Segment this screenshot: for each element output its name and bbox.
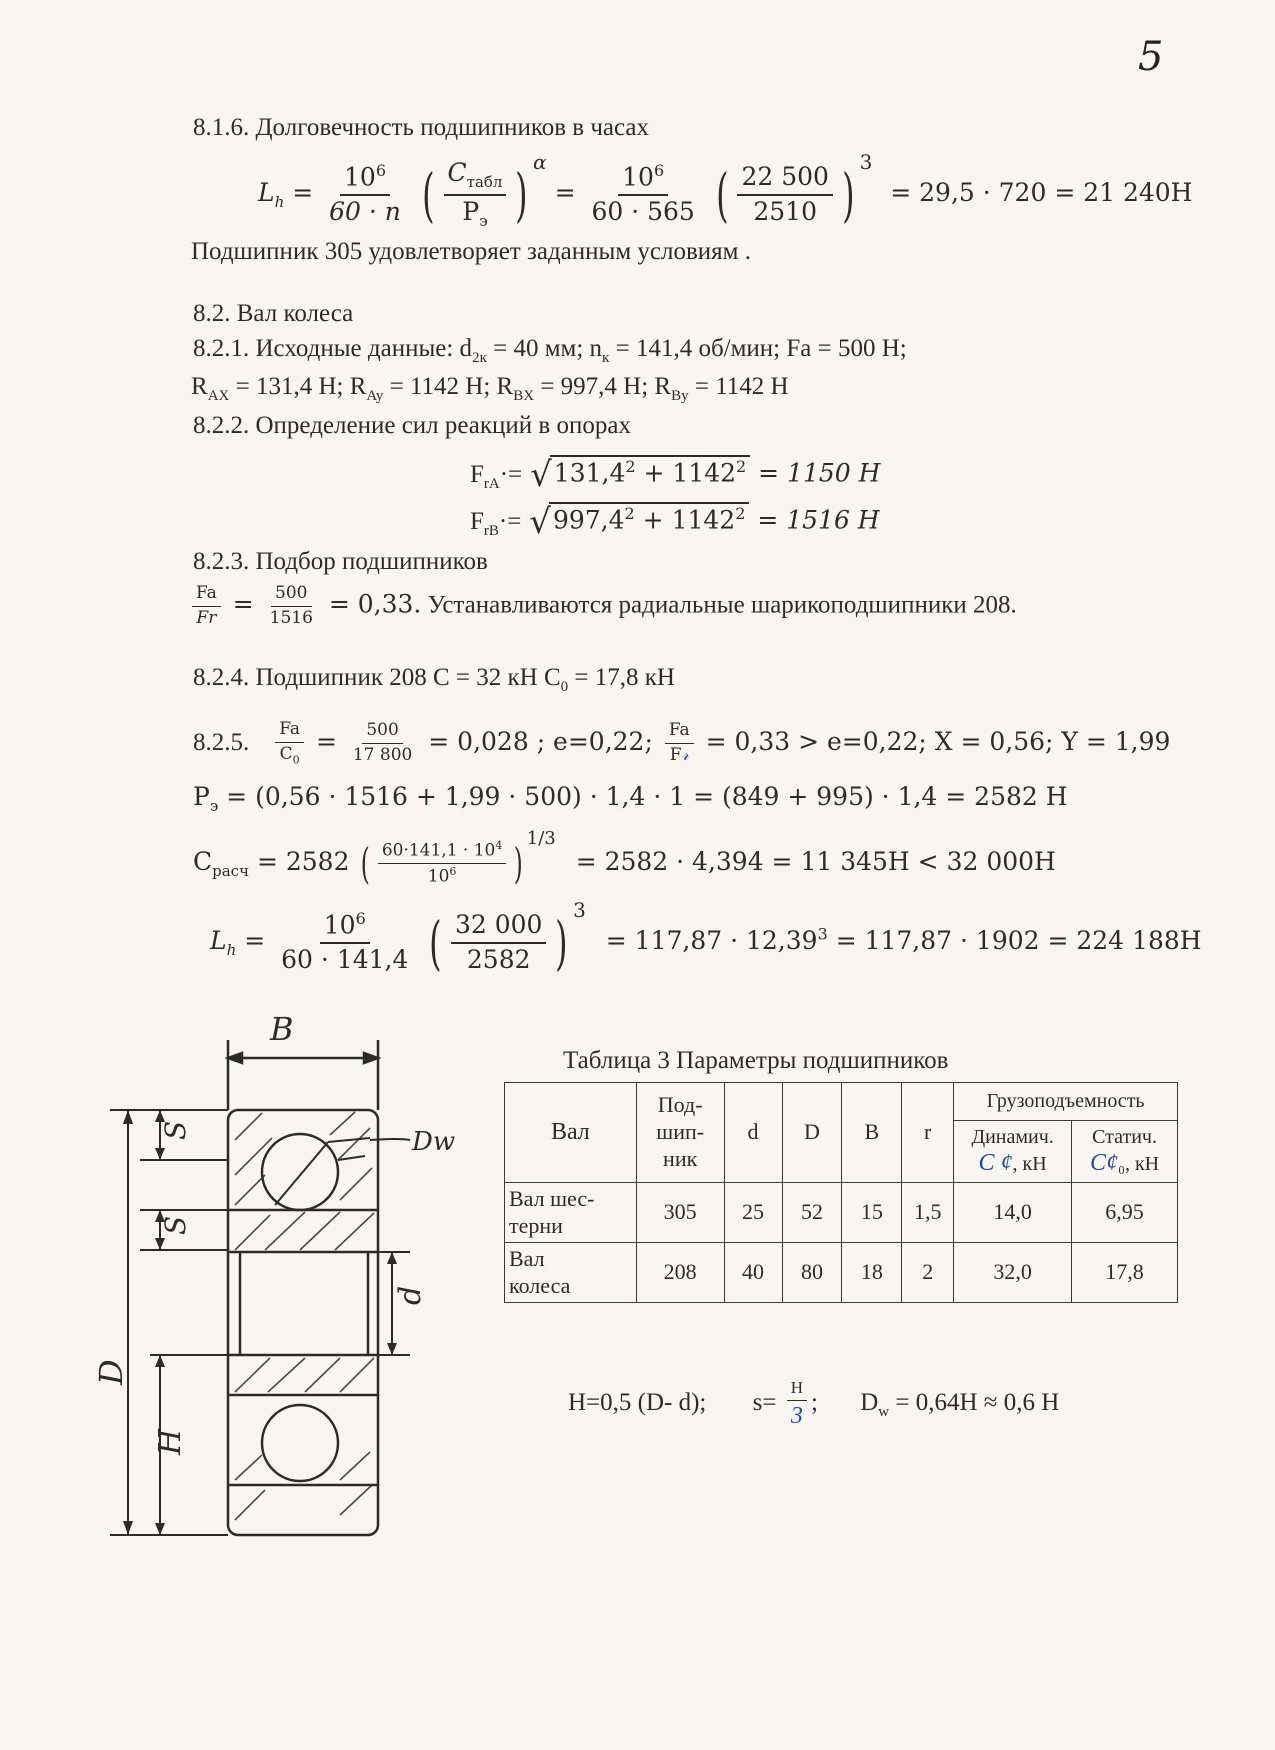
frb-sub: rB (483, 522, 499, 539)
alpha: α (533, 150, 547, 174)
fra-sub: rA (483, 475, 500, 492)
fra-expr: 131,4 (553, 458, 626, 488)
lh2-num-sup: 6 (355, 909, 366, 929)
fra-sq2: 2 (736, 457, 747, 477)
lh-formula-1: $L_h$ = $\frac{10^6}{60 \cdot n}$ ( $\frac{C_{табл}}{P_э}$ ) $^\alpha$ = $\frac{10^6}{60 \cdot 565}$ ( $\frac{22 500}{2510}$ ) $^3$ = 29,5 · 720 = 21 240H (258, 150, 1193, 230)
s825-r2: = 0,33 > e=0,22; X = 0,56; Y = 1,99 (705, 726, 1171, 756)
row1-B: 15 (842, 1183, 902, 1243)
section-8-2-3: 8.2.3. Подбор подшипников (193, 548, 488, 575)
fra-result: = 1150 H (750, 458, 881, 488)
s821-c: = 141,4 об/мин; Fa = 500 Н; (609, 335, 907, 362)
s824-sub: 0 (560, 679, 569, 695)
s-num: H (787, 1378, 807, 1401)
pe-label: P (193, 782, 210, 811)
lh2-result: = 117,87 · 12,39 (605, 926, 818, 955)
frb-sq2: 2 (735, 504, 746, 524)
c-tabl-sub: табл (466, 173, 503, 192)
section-8-2-5: 8.2.5. $\frac{Fa}{C_0}$ = $\frac{500}{17 800}$ = 0,028 ; e=0,22; $\frac{Fa}{\text{F𝓇}}$ = 0,33 > e=0,22; X = 0,56; Y = 1,99 (193, 719, 1171, 766)
ratio-result: = 0,33. (328, 589, 422, 619)
num1: 10 (344, 162, 376, 192)
r-bx-sub: BX (513, 388, 535, 404)
pe-line: = (0,56 · 1516 + 1,99 · 500) · 1,4 · 1 = (849 + 995) · 1,4 = 2582 H (218, 782, 1068, 811)
frb-formula: $F_{rB}\cdot= √997,4^2 + 1142^2 = 1516$ H (470, 502, 880, 542)
row1-r: 1,5 (902, 1183, 954, 1243)
header-dynamic (954, 1121, 1072, 1183)
row1-val: Вал шес- терни (505, 1183, 637, 1243)
r-ax-val: = 131,4 Н; R (229, 373, 367, 400)
bottom-formulas (568, 1378, 1059, 1430)
r-by-val: = 1142 Н (688, 373, 789, 400)
row1-d: 25 (724, 1183, 782, 1243)
s824: 8.2.4. Подшипник 208 С = 32 кН С (193, 664, 561, 691)
row2-d: 40 (724, 1243, 782, 1303)
table-row (505, 1183, 1178, 1243)
s824-end: = 17,8 кН (568, 664, 675, 691)
fr-hand: F (669, 744, 682, 765)
dw-end: = 0,64H ≈ 0,6 H (889, 1388, 1060, 1416)
label-d-small: d (393, 1285, 428, 1305)
frb-result: = 1516 H (749, 505, 880, 535)
num2: 10 (622, 162, 654, 192)
r-ax: R (191, 373, 208, 400)
fa: Fa (192, 584, 221, 607)
fra-formula: $F_{rA}\cdot= √131,4^2 + 1142^2 = 1150$ H (470, 455, 881, 495)
section-8-2-title: 8.2. Вал колеса (193, 300, 354, 327)
bearing-drawing (92, 1000, 480, 1560)
den1: 60 · n (329, 197, 401, 227)
header-d: d (724, 1083, 782, 1183)
s825-label: 8.2.5. (193, 728, 250, 756)
row2-B: 18 (842, 1243, 902, 1303)
label-dw: Dw (412, 1127, 456, 1157)
lh2-c: 32 000 (451, 911, 546, 944)
conclusion-305: Подшипник 305 удовлетворяет заданным условиям . (191, 238, 751, 265)
lh-formula-2: $L_h$ = $\frac{10^6}{60 \cdot 141,4}$ ( $\frac{32 000}{2582}$ ) $^3 = 117,87 \cdot 12,39^3 = 117,87 \cdot 1902 = 224$ 188H (210, 898, 1202, 977)
section-8-2-2: 8.2.2. Определение сил реакций в опорах (193, 412, 631, 439)
s821-b: = 40 мм; n (486, 335, 603, 362)
label-h: H (153, 1428, 188, 1455)
fraction-c-tabl (444, 159, 507, 230)
c-exp: 1/3 (526, 828, 556, 849)
c-rasch-formula: $C_{расч} = 2582$ ( $\frac{60\cdot 141,1 \cdot 10^4}{10^6}$ ) $^{1/3}$ = 2582 · 4,394 = 11 345H < 32 000H (193, 828, 1056, 888)
n500-2: 500 (362, 721, 402, 744)
lh2-den: 60 · 141,4 (281, 945, 409, 975)
n1516: 1516 (269, 607, 313, 628)
row2-bearing: 208 (636, 1243, 724, 1303)
fr: Fr (196, 607, 217, 628)
r-bx-val: = 997,4 Н; R (534, 373, 672, 400)
c-rasch: C (193, 847, 213, 876)
reactions-line (191, 373, 789, 405)
fa-fr-ratio: $\frac{Fa}{Fr}$ = $\frac{500}{1516}$ = 0,33. Устанавливаются радиальные шарикоподшипники 208. (188, 584, 1017, 628)
r-ax-sub: AX (207, 388, 230, 404)
frb-assign: ·= (498, 507, 522, 535)
n17800: 17 800 (352, 744, 413, 765)
header-val: Вал (505, 1083, 637, 1183)
s-den: 3 (790, 1402, 803, 1429)
header-capacity: Грузоподъемность (954, 1083, 1178, 1121)
frb-sq1: 2 (624, 504, 635, 524)
h-formula: H=0,5 (D- d); (568, 1388, 707, 1416)
dynamic-hand: C ¢ (978, 1150, 1013, 1177)
dw-sub: w (878, 1403, 890, 1420)
row1-D: 52 (782, 1183, 842, 1243)
c-num: 60·141,1 · 10 (381, 840, 496, 861)
section-8-2-4 (193, 664, 675, 696)
fa-2: Fa (275, 720, 304, 743)
header-dynamic-label: Динамич. (971, 1125, 1054, 1148)
header-bearing: Под- шип- ник (636, 1083, 724, 1183)
fraction-22500 (737, 163, 832, 227)
n500: 500 (271, 584, 311, 607)
lh2-p: 2582 (466, 944, 531, 974)
c-val: 22 500 (737, 163, 832, 196)
r-ay-sub: Ay (366, 388, 384, 404)
fra-expr2: + 1142 (635, 458, 737, 488)
row1-bearing: 305 (636, 1183, 724, 1243)
fra-assign: ·= (499, 460, 523, 488)
label-s2: S (159, 1215, 192, 1235)
fraction-10-6-b (587, 162, 698, 227)
s-end: ; (811, 1388, 818, 1416)
header-D: D (782, 1083, 842, 1183)
row2-val: Вал колеса (505, 1243, 637, 1303)
r-ay-val: = 1142 Н; R (383, 373, 514, 400)
pe-sub: э (209, 797, 219, 815)
row2-stat: 17,8 (1072, 1243, 1178, 1303)
lh2-result-sup: 3 (817, 924, 828, 944)
dynamic-unit: , кН (1012, 1153, 1047, 1176)
lh-result-1: = 29,5 · 720 = 21 240H (890, 178, 1193, 207)
static-hand: C¢ (1089, 1150, 1118, 1177)
label-b: B (270, 1010, 294, 1048)
lh2-exp: 3 (573, 898, 586, 922)
header-static-label: Статич. (1092, 1125, 1157, 1148)
section-8-2-1 (193, 335, 907, 367)
section-8-1-6-title: 8.1.6. Долговечность подшипников в часах (193, 114, 650, 141)
exp-3: 3 (859, 150, 873, 174)
c0: C (279, 743, 293, 764)
row2-dyn: 32,0 (954, 1243, 1072, 1303)
frb-label: F (470, 507, 484, 535)
dw-formula: D (860, 1388, 879, 1416)
frb-expr: 997,4 (552, 505, 625, 535)
c-den-sup: 6 (449, 865, 457, 878)
table-row (505, 1243, 1178, 1303)
static-unit: ₀, кН (1117, 1153, 1160, 1176)
pe-formula (193, 782, 1068, 815)
den2: 60 · 565 (591, 197, 695, 227)
s823-text: Устанавливаются радиальные шарикоподшипники 208. (421, 591, 1017, 619)
label-s1: S (159, 1120, 192, 1140)
lh-symbol: L (258, 178, 275, 207)
c-eq: = 2582 (249, 847, 350, 876)
row2-r: 2 (902, 1243, 954, 1303)
row1-stat: 6,95 (1072, 1183, 1178, 1243)
row1-dyn: 14,0 (954, 1183, 1072, 1243)
p-e-sub: э (479, 211, 488, 230)
table-caption: Таблица 3 Параметры подшипников (563, 1047, 949, 1074)
s-formula: s= (752, 1388, 777, 1416)
fraction-10-6 (325, 162, 405, 227)
c-result: = 2582 · 4,394 = 11 345H < 32 000H (575, 847, 1056, 876)
lh2-num: 10 (323, 910, 356, 940)
s821-b-sub: к (602, 350, 610, 366)
c-num-sup: 4 (495, 838, 503, 852)
p-val: 2510 (753, 196, 817, 226)
page-number: 5 (1138, 34, 1164, 80)
header-static (1072, 1121, 1178, 1183)
fa-3: Fa (665, 721, 694, 744)
lh-symbol-2: L (210, 926, 227, 955)
header-r: r (902, 1083, 954, 1183)
parameters-table (504, 1082, 1178, 1303)
lh2-result2: = 117,87 · 1902 = 224 188H (827, 926, 1202, 955)
s821-a-sub: 2к (472, 350, 487, 366)
label-d-big: D (92, 1359, 130, 1385)
row2-D: 80 (782, 1243, 842, 1303)
p-e: P (462, 196, 480, 226)
c-rasch-sub: расч (212, 862, 250, 880)
num2-sup: 6 (653, 161, 665, 181)
lh-sub: h (274, 193, 285, 211)
lh-sub-2: h (226, 941, 237, 959)
r-by-sub: By (671, 388, 689, 404)
s821-a: 8.2.1. Исходные данные: d (193, 335, 473, 362)
num1-sup: 6 (375, 161, 387, 181)
fra-label: F (470, 460, 484, 488)
s825-r1: = 0,028 ; e=0,22; (428, 726, 653, 756)
c-den: 10 (427, 866, 450, 887)
header-B: B (842, 1083, 902, 1183)
frb-expr2: + 1142 (634, 505, 736, 535)
c-tabl: C (447, 158, 467, 188)
fra-sq1: 2 (625, 457, 636, 477)
c0-sub: 0 (292, 752, 300, 766)
